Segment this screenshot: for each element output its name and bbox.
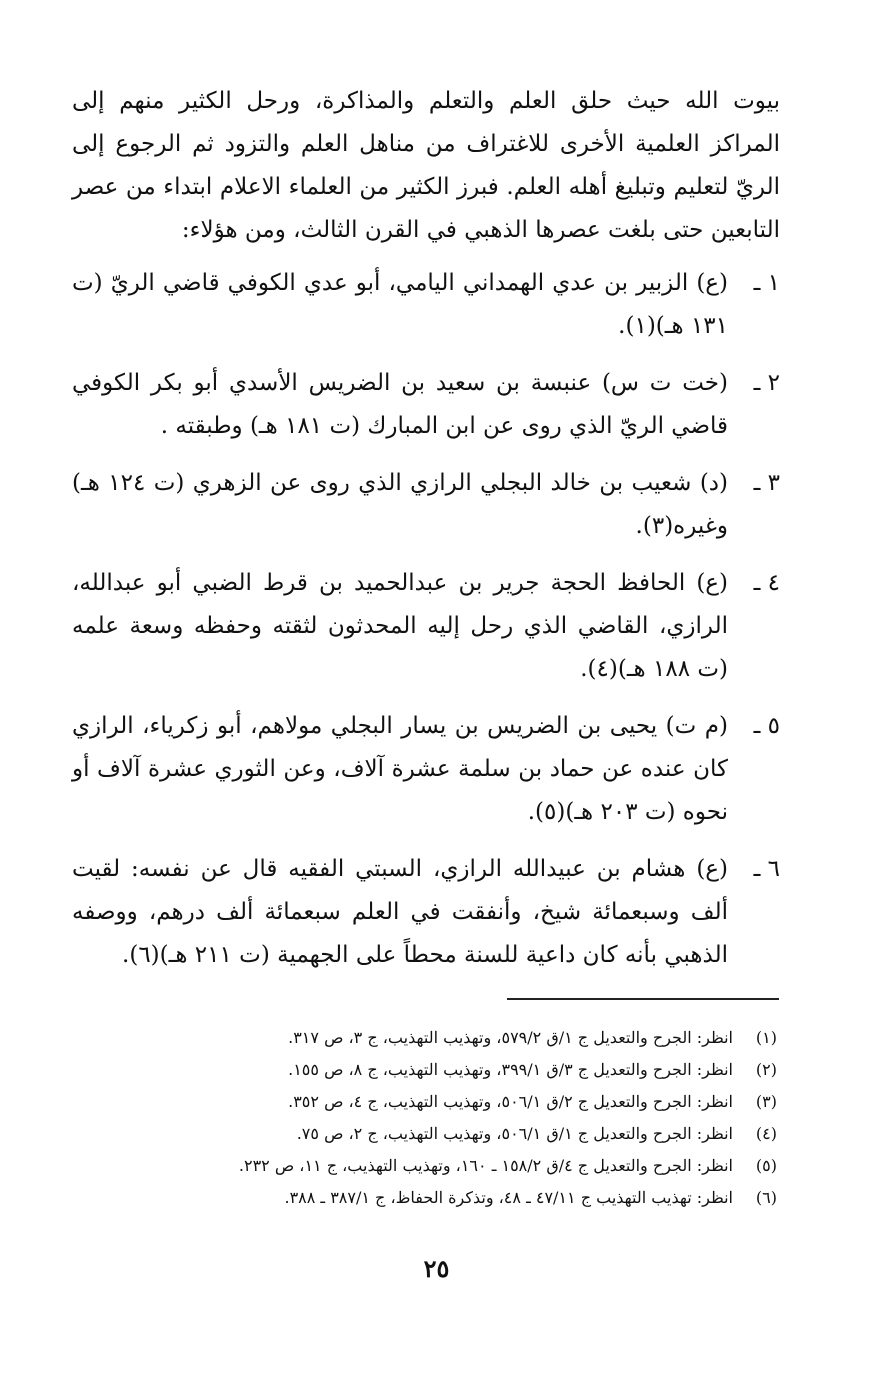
footnote-text: انظر: الجرح والتعديل ج ٢/ق ٥٠٦/١، وتهذيب التهذيب، ج ٤، ص ٣٥٢. — [288, 1092, 733, 1111]
list-item-text: (م ت) يحيى بن الضريس بن يسار البجلي مولاهم، أبو زكرياء، الرازي كان عنده عن حماد بن سلمة عشرة آلاف، وعن الثوري عشرة آلاف أو نحوه (ت ٢٠٣ هـ)(٥). — [72, 713, 728, 825]
list-item-text: (خت ت س) عنبسة بن سعيد بن الضريس الأسدي أبو بكر الكوفي قاضي الريّ الذي روى عن ابن المبارك (ت ١٨١ هـ) وطبقته . — [72, 370, 728, 439]
list-item-number: ٤ ـ — [753, 570, 780, 596]
footnote — [87, 1150, 777, 1182]
list-item — [72, 262, 780, 348]
footnote-text: انظر: الجرح والتعديل ج ٣/ق ٣٩٩/١، وتهذيب التهذيب، ج ٨، ص ١٥٥. — [288, 1060, 733, 1079]
footnote-number: (١) — [755, 1028, 777, 1047]
list-item-text: (ع) الحافظ الحجة جرير بن عبدالحميد بن قرط الضبي أبو عبدالله، الرازي، القاضي الذي رحل إليه المحدثون لثقته وحفظه وسعة علمه (ت ١٨٨ هـ)(٤). — [72, 570, 728, 682]
footnote-divider — [507, 998, 779, 1000]
list-item-text: (ع) الزبير بن عدي الهمداني اليامي، أبو عدي الكوفي قاضي الريّ (ت ١٣١ هـ)(١). — [72, 270, 728, 339]
intro-paragraph: بيوت الله حيث حلق العلم والتعلم والمذاكرة، ورحل الكثير منهم إلى المراكز العلمية الأخرى للاغتراف من مناهل العلم والتزود ثم الرجوع إلى الريّ لتعليم وتبليغ أهله العلم. فبرز الكثير من العلماء الاعلام ابتداء من عصر التابعين حتى بلغت عصرها الذهبي في القرن الثالث، ومن هؤلاء: — [72, 88, 780, 243]
footnote — [87, 1022, 777, 1054]
list-item-text: (ع) هشام بن عبيدالله الرازي، السبتي الفقيه قال عن نفسه: لقيت ألف وسبعمائة شيخ، وأنفقت في العلم سبعمائة ألف درهم، ووصفه الذهبي بأنه كان داعية للسنة محطاً على الجهمية (ت ٢١١ هـ)(٦). — [72, 856, 728, 968]
footnote-number: (٣) — [755, 1092, 777, 1111]
footnote — [87, 1086, 777, 1118]
list-item-number: ٢ ـ — [753, 370, 780, 396]
footnote-text: انظر: تهذيب التهذيب ج ٤٧/١١ ـ ٤٨، وتذكرة الحفاظ، ج ٣٨٧/١ ـ ٣٨٨. — [284, 1188, 733, 1207]
footnotes — [87, 1022, 777, 1214]
list-item — [72, 705, 780, 834]
footnote-number: (٥) — [755, 1156, 777, 1175]
page-body — [72, 80, 780, 991]
footnote — [87, 1118, 777, 1150]
page-number: ٢٥ — [423, 1254, 450, 1283]
footnote — [87, 1182, 777, 1214]
list-item-number: ٦ ـ — [753, 856, 780, 882]
footnote-number: (٢) — [755, 1060, 777, 1079]
list-item-number: ٣ ـ — [753, 470, 780, 496]
list-item — [72, 362, 780, 448]
footnote-text: انظر: الجرح والتعديل ج ١/ق ٥٧٩/٢، وتهذيب التهذيب، ج ٣، ص ٣١٧. — [288, 1028, 733, 1047]
list-item-number: ٥ ـ — [753, 713, 780, 739]
footnote-text: انظر: الجرح والتعديل ج ٤/ق ١٥٨/٢ ـ ١٦٠، وتهذيب التهذيب، ج ١١، ص ٢٣٢. — [238, 1156, 733, 1175]
footnote-number: (٦) — [755, 1188, 777, 1207]
list-item — [72, 848, 780, 977]
list-item — [72, 562, 780, 691]
footnote-text: انظر: الجرح والتعديل ج ١/ق ٥٠٦/١، وتهذيب التهذيب، ج ٢، ص ٧٥. — [296, 1124, 733, 1143]
list-item — [72, 462, 780, 548]
list-item-number: ١ ـ — [753, 270, 780, 296]
footnote — [87, 1054, 777, 1086]
scholars-list — [72, 262, 780, 977]
list-item-text: (د) شعيب بن خالد البجلي الرازي الذي روى عن الزهري (ت ١٢٤ هـ) وغيره(٣). — [72, 470, 729, 539]
footnote-number: (٤) — [755, 1124, 777, 1143]
